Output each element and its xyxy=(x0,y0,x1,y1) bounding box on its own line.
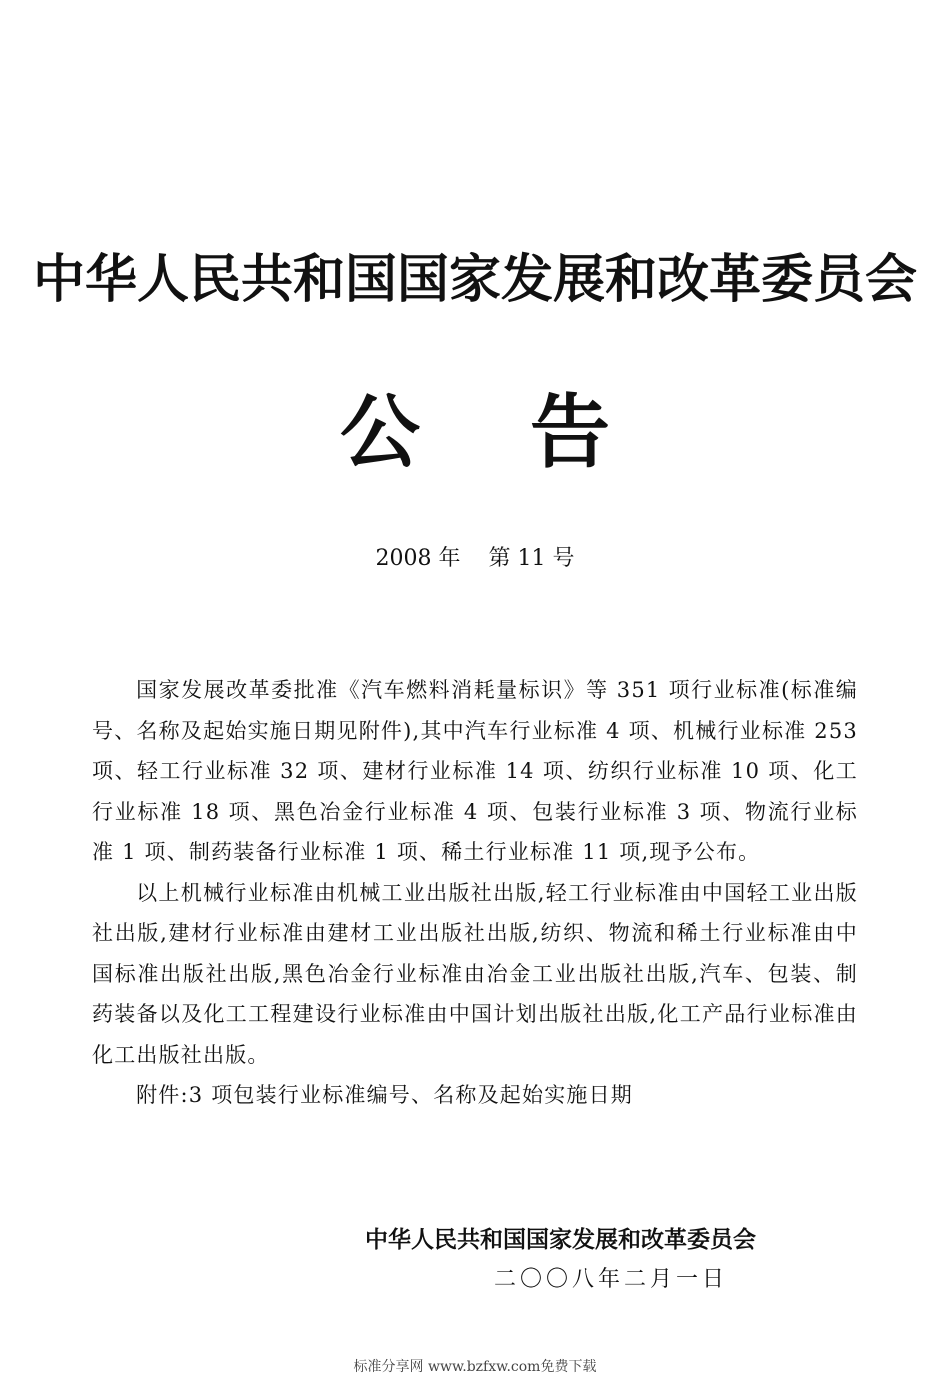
issue-year: 2008 年 xyxy=(375,546,461,571)
signature-issuer: 中华人民共和国国家发展和改革委员会 xyxy=(365,1227,756,1253)
announcement-body xyxy=(92,670,858,1116)
document-type-heading xyxy=(0,388,950,478)
signature-date: 二〇〇八年二月一日 xyxy=(494,1267,729,1292)
issue-no: 第 11 号 xyxy=(488,546,575,571)
issue-number xyxy=(0,544,950,574)
watermark-text: 标准分享网 www.bzfxw.com免费下载 xyxy=(353,1359,597,1375)
document-type-char-2: 告 xyxy=(530,386,610,479)
issuer-title: 中华人民共和国国家发展和改革委员会 xyxy=(32,250,917,310)
body-paragraph: 国家发展改革委批准《汽车燃料消耗量标识》等 351 项行业标准(标准编号、名称及起始实施日期见附件),其中汽车行业标准 4 项、机械行业标准 253 项、轻工行业标准 32 项、建材行业标准 14 项、纺织行业标准 10 项、化工行业标准 18 项、黑色冶金行业标准 4 项、包装行业标准 3 项、物流行业标准 1 项、制药装备行业标准 1 项、稀土行业标准 11 项,现予公布。 xyxy=(92,678,858,864)
document-type-char-1: 公 xyxy=(340,386,420,479)
body-paragraph: 以上机械行业标准由机械工业出版社出版,轻工行业标准由中国轻工业出版社出版,建材行业标准由建材工业出版社出版,纺织、物流和稀土行业标准由中国标准出版社出版,黑色冶金行业标准由冶金工业出版社出版,汽车、包装、制药装备以及化工工程建设行业标准由中国计划出版社出版,化工产品行业标准由化工出版社出版。 xyxy=(92,880,858,1067)
attachment-note: 附件:3 项包装行业标准编号、名称及起始实施日期 xyxy=(136,1083,634,1107)
